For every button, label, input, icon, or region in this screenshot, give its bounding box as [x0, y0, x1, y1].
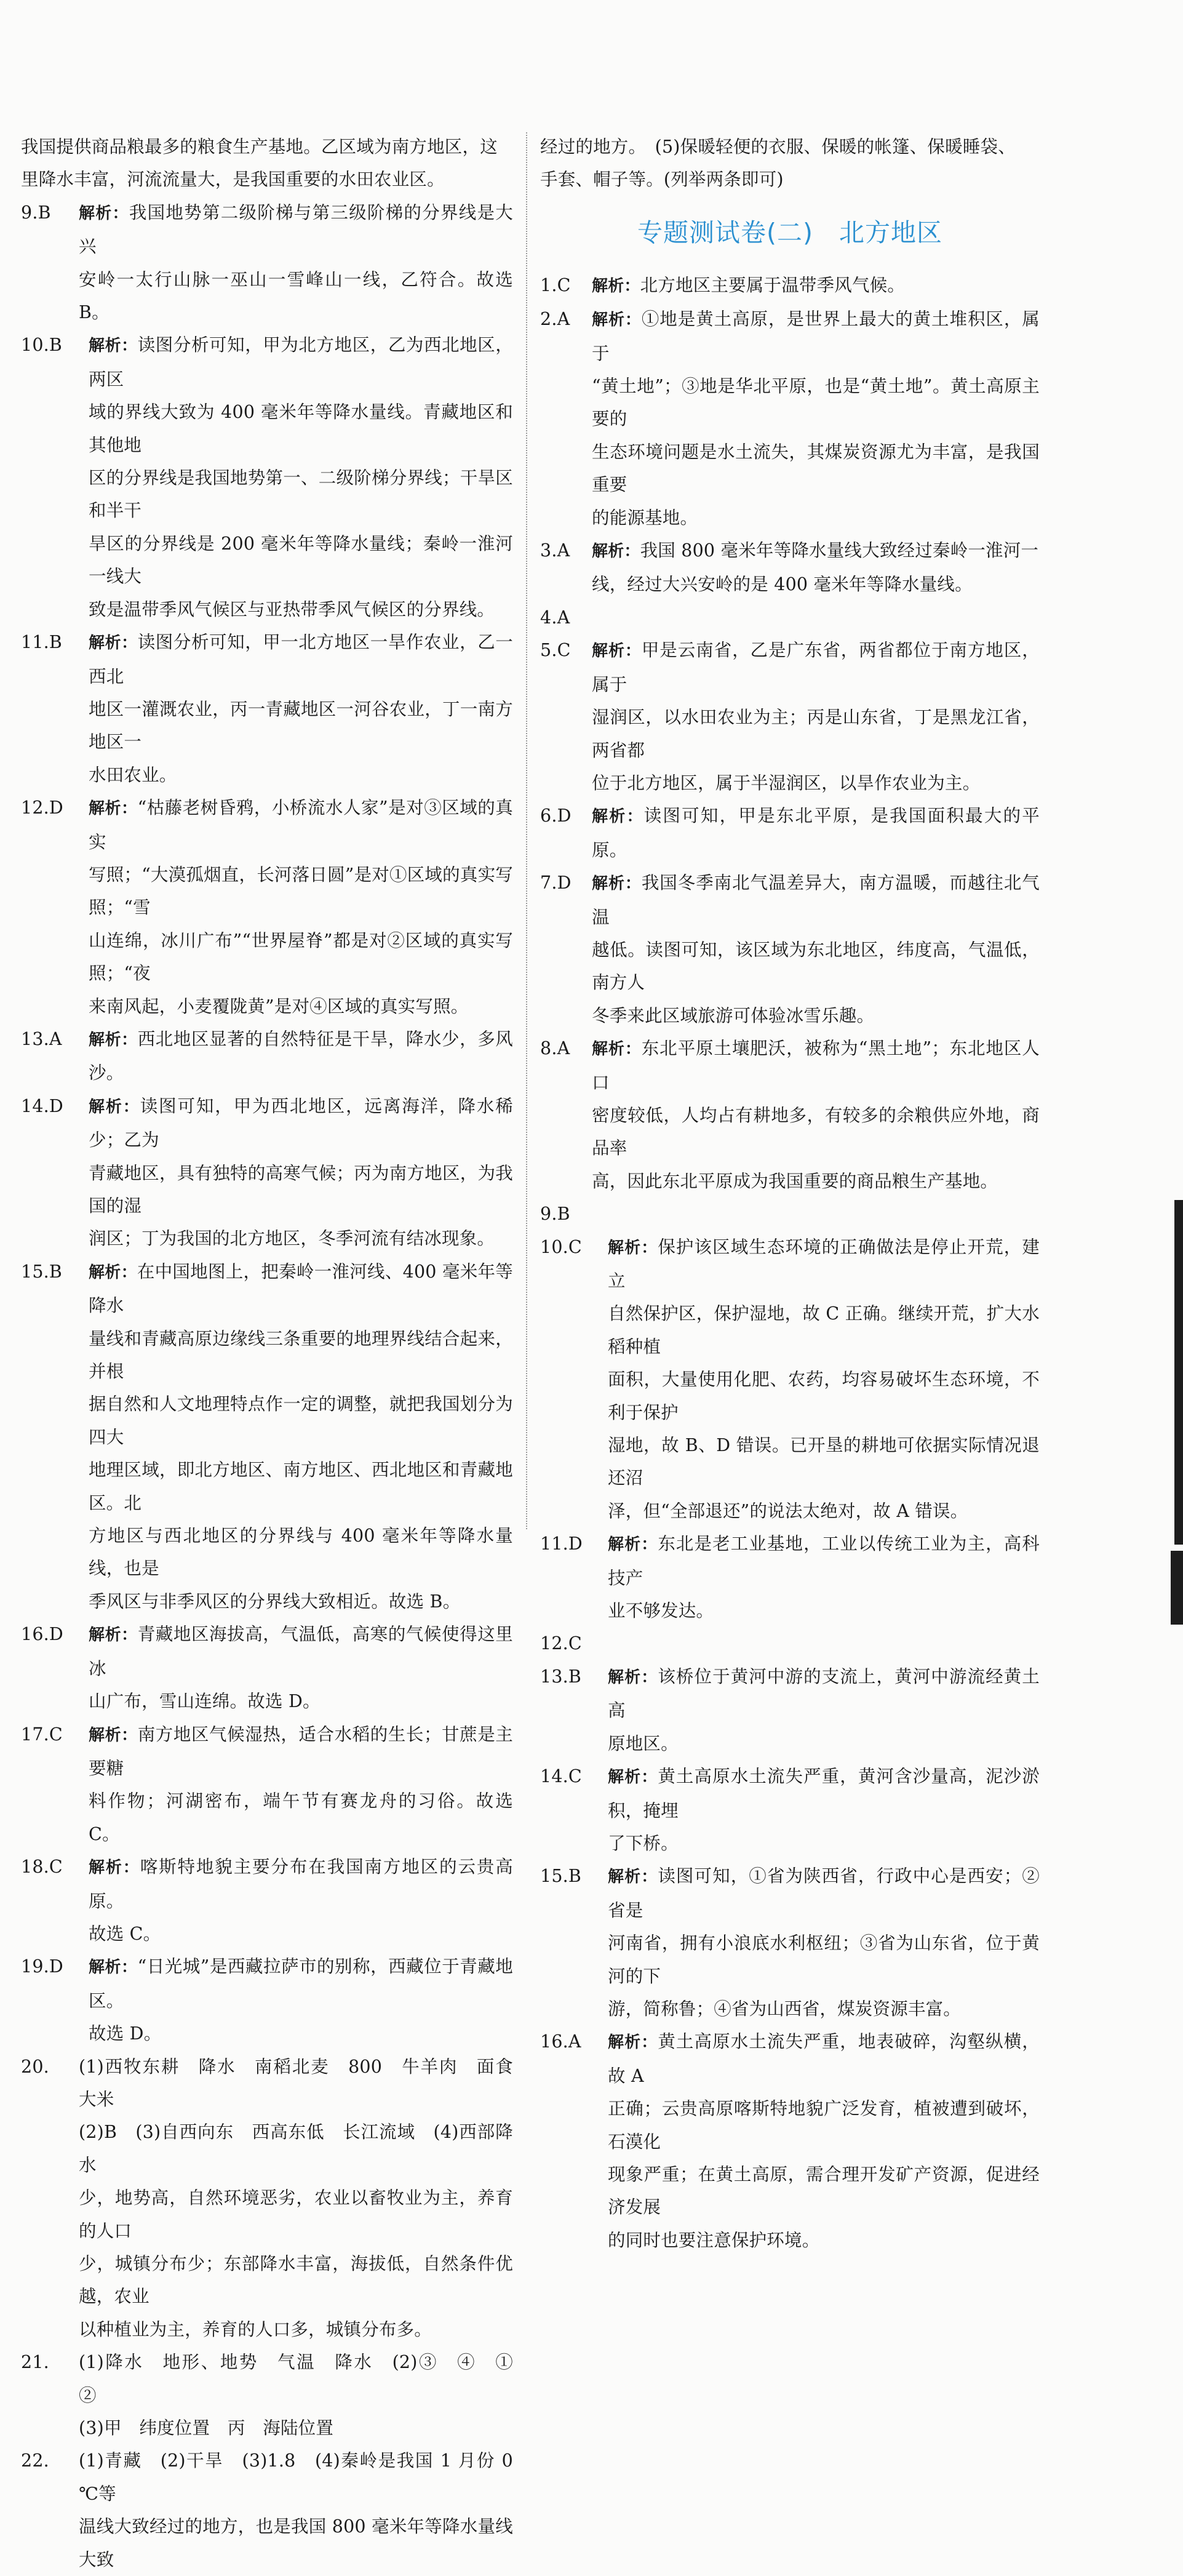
answer-line — [89, 462, 513, 527]
answer-text: 甲是云南省，乙是广东省，两省都位于南方地区，属于 — [592, 640, 1040, 695]
answer-line — [608, 1660, 1040, 1727]
answer-line — [79, 2050, 531, 2116]
answer-line — [89, 1322, 513, 1388]
answer-line — [79, 2182, 513, 2247]
answer-text: 据自然和人文地理特点作一定的调整，就把我国划分为四大 — [89, 1394, 513, 1447]
answer-body — [89, 1718, 513, 1851]
answer-body — [608, 2025, 1040, 2257]
answer-line — [608, 1363, 1040, 1429]
answer-text: 西北地区显著的自然特征是干旱，降水少，多风沙。 — [89, 1028, 513, 1084]
answer-line — [592, 370, 1040, 436]
answer-line — [592, 999, 1040, 1032]
answer-text: 河南省，拥有小浪底水利枢纽；③省为山东省，位于黄河的下 — [608, 1933, 1040, 1986]
answer-text: 少，地势高，自然环境恶劣，农业以畜牧业为主，养育的人口 — [79, 2188, 513, 2241]
answer-line — [592, 568, 1040, 601]
answer-text: 北方地区主要属于温带季风气候。 — [640, 274, 906, 295]
analysis-label: 解析： — [608, 1768, 658, 1787]
answer-line — [79, 2313, 513, 2346]
answer-body — [89, 791, 513, 1023]
answer-item — [540, 634, 1040, 799]
answer-body — [592, 1198, 1040, 1230]
answer-line — [592, 534, 1040, 568]
answer-body — [89, 1850, 513, 1950]
answer-text: 现象严重；在黄土高原，需合理开发矿产资源，促进经济发展 — [608, 2164, 1040, 2218]
answer-line — [89, 1255, 513, 1322]
answer-body — [592, 634, 1040, 799]
analysis-label: 解析： — [608, 2033, 658, 2052]
answer-item — [21, 1090, 513, 1255]
answer-text: 安岭一太行山脉一巫山一雪峰山一线，乙符合。故选 B。 — [79, 269, 513, 323]
answer-line — [89, 1850, 513, 1918]
answer-number: 13.A — [21, 1028, 62, 1049]
answer-line — [592, 701, 1040, 767]
answer-line — [608, 1627, 1040, 1660]
section-title: 专题测试卷(二) 北方地区 — [637, 217, 942, 247]
answer-line — [79, 2346, 531, 2412]
answer-line — [89, 1785, 513, 1850]
answer-line — [89, 1918, 513, 1950]
answer-body — [592, 799, 1040, 866]
answer-line — [608, 1527, 1040, 1594]
answer-text: 地理区域，即北方地区、南方地区、西北地区和青藏地区。北 — [89, 1460, 513, 1513]
analysis-label: 解析： — [89, 1726, 138, 1745]
answer-body — [89, 1090, 513, 1255]
answer-line — [89, 626, 513, 693]
answer-item — [540, 1198, 1040, 1230]
answer-line — [592, 269, 1040, 303]
answer-line — [608, 1727, 1040, 1760]
analysis-label: 解析： — [592, 311, 642, 330]
answer-text: 读图可知，甲为西北地区，远离海洋，降水稀少；乙为 — [89, 1095, 513, 1151]
analysis-label: 解析： — [592, 542, 640, 561]
answer-number: 15.B — [21, 1261, 63, 1282]
answer-line — [89, 2017, 513, 2050]
answer-line — [592, 799, 1040, 866]
answer-line — [608, 2158, 1040, 2224]
answer-number: 8.A — [540, 1038, 570, 1059]
answer-line — [89, 759, 513, 791]
answer-line — [89, 1388, 513, 1454]
answer-text: 高，因此东北平原成为我国重要的商品粮生产基地。 — [592, 1170, 998, 1191]
answer-item — [540, 866, 1040, 1032]
answer-body — [592, 1032, 1040, 1198]
answer-text: 水田农业。 — [89, 764, 177, 785]
answer-item — [21, 1850, 513, 1950]
answer-item — [540, 601, 1040, 634]
answer-text: 越低。读图可知，该区域为东北地区，纬度高，气温低，南方人 — [592, 939, 1040, 993]
answer-line — [79, 2412, 513, 2444]
column-divider — [526, 132, 527, 1529]
answer-body — [608, 1860, 1040, 2025]
answer-text: 青藏地区，具有独特的高寒气候；丙为南方地区，为我国的湿 — [89, 1162, 513, 1216]
analysis-label: 解析： — [592, 874, 642, 894]
answer-text: 地区一灌溉农业，丙一青藏地区一河谷农业，丁一南方地区一 — [89, 698, 513, 753]
answer-body — [89, 1618, 513, 1718]
answer-body — [592, 269, 1040, 303]
answer-number: 16.A — [540, 2031, 581, 2052]
answer-text: “枯藤老树昏鸦，小桥流水人家”是对③区域的真实 — [89, 798, 513, 852]
answer-item — [21, 2050, 531, 2346]
answer-text: 泽，但“全部退还”的说法太绝对，故 A 错误。 — [608, 1500, 968, 1521]
answer-body — [608, 1760, 1040, 1860]
answer-line — [89, 1090, 513, 1157]
answer-line — [608, 1993, 1040, 2025]
answer-item — [21, 196, 513, 329]
answer-line — [79, 196, 513, 263]
answer-text: 润区；丁为我国的北方地区，冬季河流有结冰现象。 — [89, 1228, 495, 1249]
answer-text: 青藏地区海拔高，气温低，高寒的气候使得这里冰 — [89, 1624, 513, 1679]
answer-number: 11.B — [21, 632, 63, 653]
analysis-label: 解析： — [89, 1858, 140, 1878]
answer-number: 3.A — [540, 540, 570, 561]
answer-item — [21, 1950, 513, 2050]
answer-text: 区的分界线是我国地势第一、二级阶梯分界线；干旱区和半干 — [89, 468, 513, 521]
analysis-label: 解析： — [79, 204, 129, 223]
answer-item — [21, 1023, 513, 1090]
answer-text: 密度较低，人均占有耕地多，有较多的余粮供应外地，商品率 — [592, 1105, 1040, 1159]
answer-item — [21, 2346, 531, 2444]
answer-number: 16.D — [21, 1624, 63, 1645]
answer-text: 湿地，故 B、D 错误。已开垦的耕地可依据实际情况退还沼 — [608, 1435, 1040, 1489]
answer-item — [21, 329, 513, 626]
analysis-label: 解析： — [608, 1238, 658, 1257]
answer-text: 保护该区域生态环境的正确做法是停止开荒，建立 — [608, 1236, 1040, 1291]
answer-text: 南方地区气候湿热，适合水稻的生长；甘蔗是主要糖 — [89, 1724, 513, 1778]
answer-text: 域的界线大致为 400 毫米年等降水量线。青藏地区和其他地 — [89, 402, 513, 455]
analysis-label: 解析： — [592, 642, 642, 661]
answer-text: 方地区与西北地区的分界线与 400 毫米年等降水量线，也是 — [89, 1526, 513, 1579]
answer-item — [21, 2444, 513, 2576]
answer-line — [89, 593, 513, 626]
answer-item — [21, 626, 513, 791]
answer-text: 游，简称鲁；④省为山西省，煤炭资源丰富。 — [608, 1998, 962, 2019]
answer-body — [89, 1023, 513, 1090]
answer-body — [89, 1950, 513, 2050]
answer-body — [79, 196, 513, 329]
answer-line — [608, 1827, 1040, 1860]
answer-text: 读图分析可知，甲一北方地区一旱作农业，乙一西北 — [89, 632, 513, 687]
answer-line — [89, 329, 513, 396]
answer-body — [592, 303, 1040, 534]
answer-line — [89, 924, 513, 990]
answer-body — [608, 1660, 1040, 1760]
analysis-label: 解析： — [608, 1535, 658, 1554]
answer-number: 14.C — [540, 1766, 582, 1787]
answer-line — [608, 2224, 1040, 2257]
answer-line — [608, 1760, 1040, 1827]
answer-text: 位于北方地区，属于半湿润区，以旱作农业为主。 — [592, 772, 981, 793]
answer-line — [608, 1297, 1040, 1363]
answer-number: 12.C — [540, 1633, 582, 1654]
answer-item — [21, 1618, 513, 1718]
answer-line — [89, 1718, 513, 1785]
answer-line — [89, 396, 513, 462]
answer-line — [608, 1927, 1040, 1993]
answer-number: 7.D — [540, 873, 572, 894]
analysis-label: 解析： — [89, 337, 138, 356]
answer-line — [89, 1950, 513, 2017]
answer-line — [89, 1618, 513, 1685]
answer-body — [608, 1627, 1040, 1660]
answer-text: 正确；云贵高原喀斯特地貌广泛发育，植被遭到破坏，石漠化 — [608, 2098, 1040, 2152]
answer-line — [608, 1495, 1040, 1527]
answer-item — [540, 1760, 1040, 1860]
answer-text: 料作物；河湖密布，端午节有赛龙舟的习俗。故选 C。 — [89, 1791, 513, 1844]
answer-number: 15.B — [540, 1866, 582, 1887]
answer-line — [79, 2510, 513, 2576]
answer-text: 原地区。 — [608, 1733, 679, 1754]
answer-text: 来南风起，小麦覆陇黄”是对④区域的真实写照。 — [89, 996, 469, 1017]
answer-text: 故选 D。 — [89, 2023, 162, 2044]
answer-number: 17.C — [21, 1724, 63, 1745]
answer-text: (1)青藏 (2)干旱 (3)1.8 (4)秦岭是我国 1 月份 0 ℃等 — [79, 2450, 513, 2504]
answer-body — [89, 1255, 513, 1618]
answer-line — [89, 1685, 513, 1718]
answer-text: 少，城镇分布少；东部降水丰富，海拔低，自然条件优越，农业 — [79, 2254, 513, 2307]
answer-line — [592, 634, 1040, 701]
analysis-label: 解析： — [89, 1097, 140, 1116]
answer-body — [89, 329, 513, 626]
answer-line — [89, 791, 513, 858]
answer-item — [21, 1255, 513, 1618]
answer-text: 东北是老工业基地，工业以传统工业为主，高科技产 — [608, 1534, 1040, 1588]
answer-line — [608, 2025, 1040, 2092]
answer-line — [592, 601, 1040, 634]
continued-line: 经过的地方。 (5)保暖轻便的衣服、保暖的帐篷、保暖睡袋、 — [540, 137, 1016, 157]
analysis-label: 解析： — [89, 634, 138, 653]
answer-text: 以种植业为主，养育的人口多，城镇分布多。 — [79, 2319, 432, 2340]
answer-number: 19.D — [21, 1956, 63, 1977]
answer-body — [79, 2346, 531, 2444]
answer-line — [592, 303, 1040, 370]
answer-line — [592, 1198, 1040, 1230]
answer-text: (1)降水 地形、地势 气温 降水 (2)③ ④ ① ② — [79, 2352, 531, 2406]
answer-line — [89, 1519, 513, 1585]
analysis-label: 解析： — [592, 1040, 642, 1059]
answer-number: 13.B — [540, 1666, 582, 1687]
answer-item — [21, 791, 513, 1023]
answer-line — [592, 934, 1040, 999]
answer-line — [79, 2116, 513, 2182]
answer-number: 14.D — [21, 1095, 63, 1116]
analysis-label: 解析： — [89, 1263, 137, 1282]
left-column — [21, 130, 531, 2576]
analysis-label: 解析： — [89, 1030, 138, 1049]
answer-number: 20. — [21, 2056, 49, 2077]
answer-line — [592, 767, 1040, 799]
answer-text: 写照；“大漠孤烟直，长河落日圆”是对①区域的真实写照；“雪 — [89, 864, 513, 918]
answer-item — [540, 1660, 1040, 1760]
answer-number: 10.C — [540, 1236, 582, 1257]
answer-text: 故选 C。 — [89, 1923, 161, 1944]
answer-line — [608, 2092, 1040, 2158]
answer-number: 5.C — [540, 640, 571, 661]
answer-item — [540, 534, 1040, 601]
answer-line — [592, 1032, 1040, 1099]
answer-line — [592, 502, 1040, 534]
answer-text: 生态环境问题是水土流失，其煤炭资源尤为丰富，是我国重要 — [592, 441, 1040, 495]
answer-body — [79, 2444, 513, 2576]
analysis-label: 解析： — [592, 807, 644, 826]
answer-text: 读图可知，甲是东北平原，是我国面积最大的平原。 — [592, 806, 1040, 860]
analysis-label: 解析： — [89, 1958, 138, 1977]
answer-number: 4.A — [540, 607, 570, 628]
answer-text: (2)B (3)自西向东 西高东低 长江流域 (4)西部降水 — [79, 2122, 513, 2175]
answer-line — [608, 1594, 1040, 1627]
answer-body — [592, 534, 1040, 601]
answer-text: 了下桥。 — [608, 1833, 679, 1854]
answer-number: 10.B — [21, 335, 63, 356]
scan-edge-mark — [1174, 1200, 1183, 1545]
answer-text: 旱区的分界线是 200 毫米年等降水量线；秦岭一淮河一线大 — [89, 533, 513, 587]
answer-line — [89, 1157, 513, 1223]
answer-line — [79, 2444, 513, 2510]
answer-line — [608, 1231, 1040, 1298]
answer-text: 黄土高原水土流失严重，黄河含沙量高，泥沙淤积，掩埋 — [608, 1766, 1040, 1821]
answer-text: 湿润区，以水田农业为主；丙是山东省，丁是黑龙江省，两省都 — [592, 707, 1040, 761]
analysis-label: 解析： — [89, 799, 138, 818]
answer-text: 读图可知，①省为陕西省，行政中心是西安；②省是 — [608, 1866, 1040, 1921]
answer-text: 的能源基地。 — [592, 507, 698, 528]
answer-body — [608, 1527, 1040, 1627]
continued-line: 我国提供商品粮最多的粮食生产基地。乙区域为南方地区，这 — [21, 137, 498, 157]
answer-line — [89, 527, 513, 593]
answer-line — [89, 1222, 513, 1255]
answer-text: 冬季来此区域旅游可体验冰雪乐趣。 — [592, 1005, 875, 1026]
answer-text: 黄土高原水土流失严重，地表破碎，沟壑纵横，故 A — [608, 2031, 1040, 2086]
answer-body — [79, 2050, 531, 2346]
analysis-label: 解析： — [89, 1626, 138, 1645]
answer-number: 1.C — [540, 274, 571, 295]
analysis-label: 解析： — [608, 1668, 658, 1687]
answer-line — [89, 1454, 513, 1519]
answer-text: 致是温带季风气候区与亚热带季风气候区的分界线。 — [89, 599, 495, 620]
answer-text: 季风区与非季风区的分界线大致相近。故选 B。 — [89, 1591, 461, 1612]
answer-text: (1)西牧东耕 降水 南稻北麦 800 牛羊肉 面食 大米 — [79, 2056, 531, 2110]
answer-body — [592, 601, 1040, 634]
answer-line — [592, 436, 1040, 502]
answer-text: “黄土地”；③地是华北平原，也是“黄土地”。黄土高原主要的 — [592, 376, 1040, 430]
answer-line — [89, 693, 513, 759]
continued-line: 里降水丰富，河流流量大，是我国重要的水田农业区。 — [21, 169, 445, 190]
answer-text: 的同时也要注意保护环境。 — [608, 2230, 820, 2250]
answer-text: 量线和青藏高原边缘线三条重要的地理界线结合起来，并根 — [89, 1328, 513, 1382]
answer-line — [608, 1429, 1040, 1495]
answer-number: 6.D — [540, 806, 572, 826]
answer-number: 22. — [21, 2450, 49, 2471]
analysis-label: 解析： — [608, 1868, 658, 1887]
answer-text: “日光城”是西藏拉萨市的别称，西藏位于青藏地区。 — [89, 1956, 513, 2011]
answer-text: 山连绵，冰川广布”“世界屋脊”都是对②区域的真实写照；“夜 — [89, 930, 513, 984]
answer-line — [79, 263, 513, 329]
right-column — [540, 130, 1040, 2257]
answer-line — [608, 1860, 1040, 1927]
answer-item — [540, 1627, 1040, 1660]
scan-edge-mark — [1171, 1551, 1183, 1625]
answer-text: 我国地势第二级阶梯与第三级阶梯的分界线是大兴 — [79, 202, 513, 257]
answer-line — [592, 866, 1040, 934]
answer-line — [89, 1023, 513, 1090]
answer-line — [89, 1585, 513, 1618]
answer-item — [540, 1032, 1040, 1198]
answer-item — [540, 303, 1040, 534]
answer-item — [540, 1860, 1040, 2025]
analysis-label: 解析： — [592, 276, 640, 295]
answer-text: ①地是黄土高原，是世界上最大的黄土堆积区，属于 — [592, 309, 1040, 364]
answer-text: 自然保护区，保护湿地，故 C 正确。继续开荒，扩大水稻种植 — [608, 1303, 1040, 1357]
answer-item — [540, 2025, 1040, 2257]
answer-item — [540, 269, 1040, 303]
answer-text: (3)甲 纬度位置 丙 海陆位置 — [79, 2418, 334, 2439]
answer-text: 东北平原土壤肥沃，被称为“黑土地”；东北地区人口 — [592, 1038, 1040, 1093]
continued-line: 手套、帽子等。(列举两条即可) — [540, 169, 784, 190]
answer-number: 9.B — [540, 1204, 570, 1225]
answer-text: 我国 800 毫米年等降水量线大致经过秦岭一淮河一 — [640, 540, 1039, 561]
answer-number: 11.D — [540, 1534, 583, 1554]
answer-item — [21, 1718, 513, 1851]
answer-text: 读图分析可知，甲为北方地区，乙为西北地区，两区 — [89, 335, 513, 390]
answer-item — [540, 1231, 1040, 1528]
answer-text: 该桥位于黄河中游的支流上，黄河中游流经黄土高 — [608, 1666, 1040, 1721]
answer-body — [89, 626, 513, 791]
answer-line — [89, 858, 513, 924]
answer-text: 山广布，雪山连绵。故选 D。 — [89, 1691, 321, 1712]
answer-item — [540, 799, 1040, 866]
answer-text: 线，经过大兴安岭的是 400 毫米年等降水量线。 — [592, 574, 973, 595]
answer-line — [592, 1099, 1040, 1165]
answer-text: 在中国地图上，把秦岭一淮河线、400 毫米年等降水 — [89, 1261, 513, 1316]
answer-number: 12.D — [21, 798, 63, 818]
answer-text: 我国冬季南北气温差异大，南方温暖，而越往北气温 — [592, 873, 1040, 927]
answer-number: 9.B — [21, 202, 51, 223]
answer-text: 业不够发达。 — [608, 1601, 714, 1622]
answer-body — [592, 866, 1040, 1032]
answer-item — [540, 1527, 1040, 1627]
answer-body — [608, 1231, 1040, 1528]
answer-line — [592, 1165, 1040, 1198]
answer-number: 21. — [21, 2352, 49, 2373]
answer-text: 温线大致经过的地方，也是我国 800 毫米年等降水量线大致 — [79, 2516, 513, 2570]
answer-text: 面积，大量使用化肥、农药，均容易破坏生态环境，不利于保护 — [608, 1369, 1040, 1423]
answer-text: 喀斯特地貌主要分布在我国南方地区的云贵高原。 — [89, 1857, 513, 1911]
answer-line — [89, 990, 513, 1023]
answer-number: 18.C — [21, 1857, 63, 1878]
answer-number: 2.A — [540, 309, 570, 330]
answer-line — [79, 2247, 513, 2313]
